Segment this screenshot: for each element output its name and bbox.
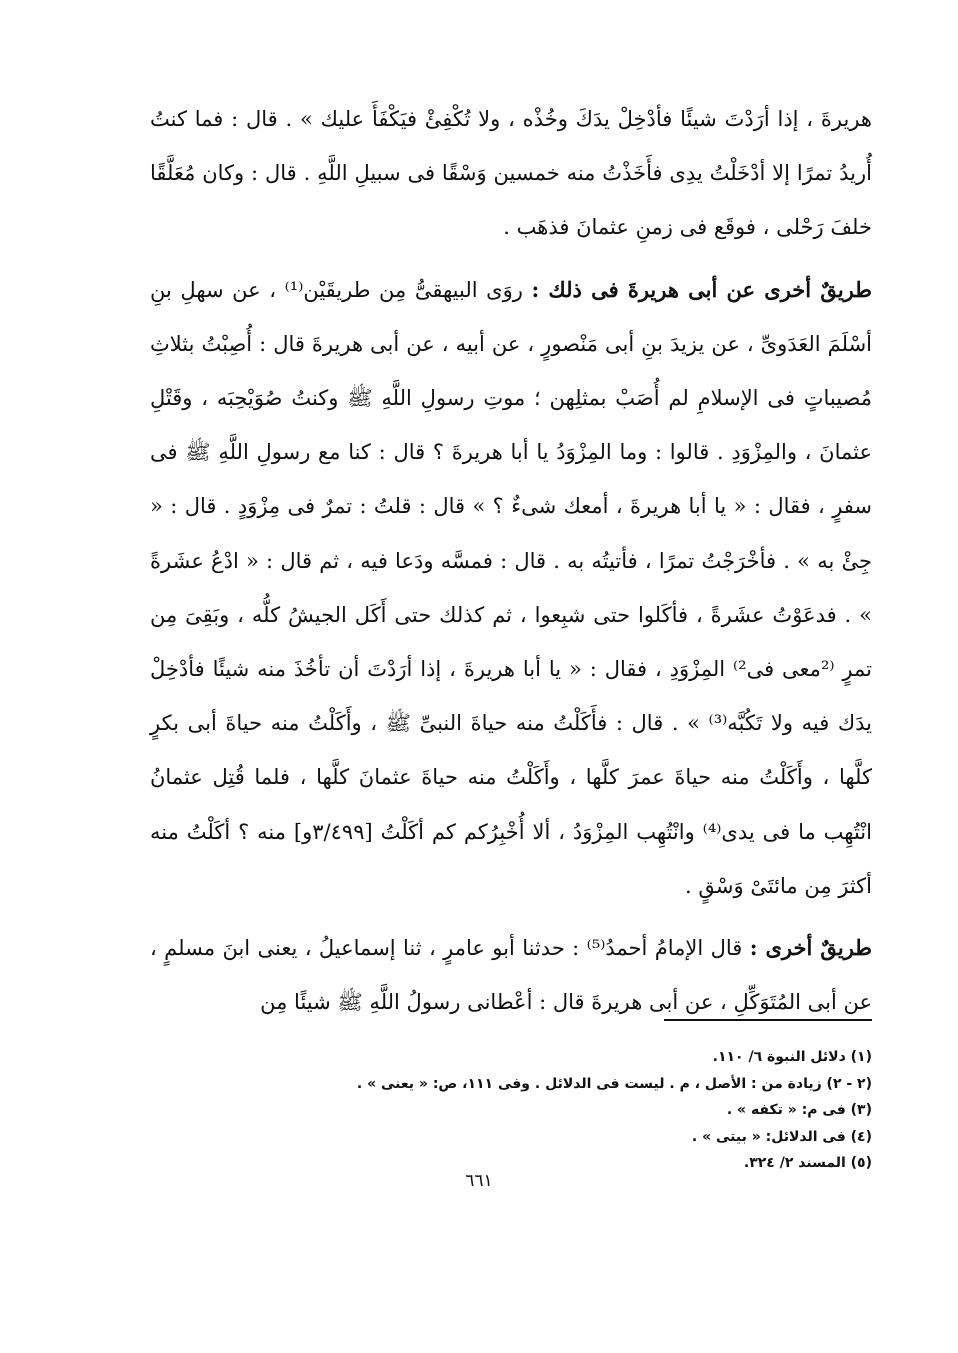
paragraph-3-lead: طريقٌ أخرى : [749, 935, 873, 961]
paragraph-3 [150, 921, 872, 1029]
footnote-separator [664, 1019, 872, 1021]
paragraph-2-lead: طريقٌ أخرى عن أبى هريرةَ فى ذلك : [531, 276, 872, 302]
footnote-4: (٤) فى الدلائل: « بيتى » . [691, 1128, 872, 1145]
paragraph-2 [150, 263, 872, 913]
paragraph-1-text: هريرةَ ، إذا أرَدْتَ شيئًا فأدْخِلْ يدَكَ وخُذْه ، ولا تُكْفِئْ فيَكْفَأَ عليك » . قال : فما كنتُ أُريدُ تمرًا إلا أدْخَلْتُ يدِى فأَخَذْتُ منه خمسين وَسْقًا فى سبيلِ اللَّهِ . قال : وكان مُعَلَّقًا خلفَ رَحْلى ، فوقَع فى زمنِ عثمانَ فذهَب . [150, 107, 872, 240]
footnote-1: (١) دلائل النبوة ٦/ ١١٠. [712, 1049, 872, 1065]
paragraph-2-text: روَى البيهقىُّ مِن طريقَيْن⁽¹⁾ ، عن سهلِ بنِ أسْلَمَ العَدَوىِّ ، عن يزيدَ بنِ أبى مَنْصورٍ ، عن أبيه ، عن أبى هريرةَ قال : أُصِبْتُ بثلاثِ مُصيباتٍ فى الإسلامِ لم أُصَبْ بمثلِهن ؛ موتِ رسولِ اللَّهِ ﷺ وكنتُ صُوَيْحِبَه ، وقَتْلِ عثمانَ ، والمِزْوَدِ . قالوا : وما المِزْوَدُ يا أبا هريرةَ ؟ قال : كنا مع رسولِ اللَّهِ ﷺ فى سفرٍ ، فقال : « يا أبا هريرةَ ، أمعك شىءٌ ؟ » قال : قلتُ : تمرٌ فى مِزْوَدٍ . قال : « جِئْ به » . فأخْرَجْتُ تمرًا ، فأتيتُه به . قال : فمسَّه ودَعا فيه ، ثم قال : « ادْعُ عشَرةً » . فدعَوْتُ عشَرةً ، فأكَلوا حتى شبِعوا ، ثم كذلك حتى أَكَل الجيشُ كلُّه ، وبَقِىَ مِن تمرٍ ⁽²معى فى²⁾ المِزْوَدِ ، فقال : « يا أبا هريرةَ ، إذا أرَدْتَ أن تأخُذَ منه شيئًا فأدْخِلْ يدَك فيه ولا تَكُبَّه⁽³⁾ » . قال : فأَكَلْتُ منه حياةَ النبىِّ ﷺ ، وأَكَلْتُ منه حياةَ أبى بكرٍ كلَّها ، وأَكَلْتُ منه حياةَ عمرَ كلَّها ، وأَكَلْتُ منه حياةَ عثمانَ كلَّها ، فلما قُتِل عثمانُ انْتُهِب ما فى يدى⁽⁴⁾ وانْتُهِب المِزْوَدُ ، ألا أُخْبِرُكم كم أكَلْتُ [٣/٤٩٩و] منه ؟ أكَلْتُ منه أكثرَ مِن مائتَىْ وَسْقٍ . [150, 277, 872, 898]
footnote-2: (٢ - ٢) زيادة من : الأصل ، م . ليست فى الدلائل . وفى ١١١، ص: « يعنى » . [356, 1075, 872, 1092]
paragraph-1 [150, 92, 872, 255]
footnote-3: (٣) فى م: « تكفه » . [726, 1102, 872, 1118]
footnotes [150, 1044, 872, 1177]
page-number: ٦٦١ [465, 1171, 493, 1191]
paragraph-3-text: قال الإمامُ أحمدُ⁽⁵⁾ : حدثنا أبو عامرٍ ، ثنا إسماعيلُ ، يعنى ابنَ مسلمٍ ، عن أبى المُتَوَكِّلِ ، عن أبى هريرةَ قال : أعْطانى رسولُ اللَّهِ ﷺ شيئًا مِن [150, 936, 872, 1015]
footnote-5: (٥) المسند ٢/ ٣٢٤. [743, 1155, 872, 1171]
page-body [150, 92, 872, 1292]
